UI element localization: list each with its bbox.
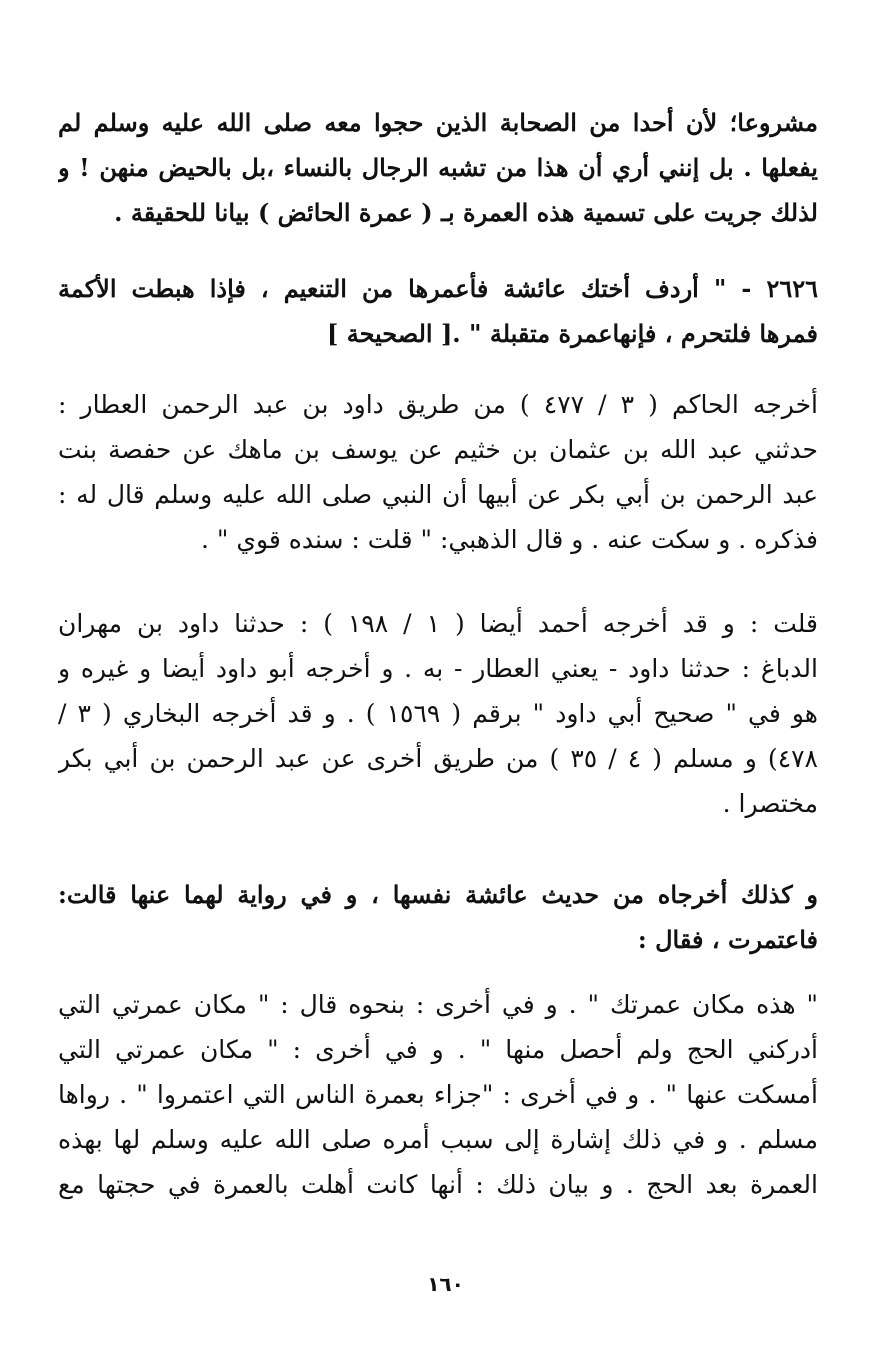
text-line: الدباغ : حدثنا داود - يعني العطار - به . و أخرجه أبو داود أيضا و غيره و: [58, 654, 818, 683]
paragraph-intro: [58, 100, 818, 235]
text-line: قلت : و قد أخرجه أحمد أيضا ( ١ / ١٩٨ ) : حدثنا داود بن مهران: [58, 609, 818, 638]
text-line: و كذلك أخرجاه من حديث عائشة نفسها ، و في رواية لهما عنها قالت:: [58, 880, 818, 909]
text-line: مسلم . و في ذلك إشارة إلى سبب أمره صلى الله عليه وسلم لها بهذه: [58, 1125, 818, 1154]
text-line: مشروعا؛ لأن أحدا من الصحابة الذين حجوا معه صلى الله عليه وسلم لم: [58, 108, 818, 137]
text-line: أمسكت عنها " . و في أخرى : "جزاء بعمرة الناس التي اعتمروا " . رواها: [58, 1080, 818, 1109]
text-line: هو في " صحيح أبي داود " برقم ( ١٥٦٩ ) . و قد أخرجه البخاري ( ٣ /: [58, 699, 818, 728]
paragraph-takhrij: [58, 382, 818, 562]
text-line: فذكره . و سكت عنه . و قال الذهبي: " قلت : سنده قوي " .: [201, 525, 818, 554]
text-line: العمرة بعد الحج . و بيان ذلك : أنها كانت أهلت بالعمرة في حجتها مع: [58, 1170, 818, 1199]
text-line: مختصرا .: [722, 789, 818, 818]
text-line: لذلك جريت على تسمية هذه العمرة بـ ( عمرة الحائض ) بيانا للحقيقة .: [114, 198, 818, 227]
text-line: أخرجه الحاكم ( ٣ / ٤٧٧ ) من طريق داود بن عبد الرحمن العطار :: [58, 390, 818, 419]
text-line: فمرها فلتحرم ، فإنهاعمرة متقبلة " .[ الصحيحة ]: [326, 319, 818, 348]
text-line: " هذه مكان عمرتك " . و في أخرى : بنحوه قال : " مكان عمرتي التي: [58, 990, 818, 1019]
hadith-heading: [58, 266, 818, 356]
text-line: حدثني عبد الله بن عثمان بن خثيم عن يوسف بن ماهك عن حفصة بنت: [58, 435, 818, 464]
text-line: ٢٦٢٦ - " أردف أختك عائشة فأعمرها من التنعيم ، فإذا هبطت الأكمة: [58, 274, 818, 303]
text-line: ٤٧٨) و مسلم ( ٤ / ٣٥ ) من طريق أخرى عن عبد الرحمن بن أبي بكر: [58, 744, 818, 773]
text-line: عبد الرحمن بن أبي بكر عن أبيها أن النبي صلى الله عليه وسلم قال له :: [58, 480, 818, 509]
text-line: فاعتمرت ، فقال :: [637, 925, 818, 954]
paragraph-aisha: [58, 872, 818, 962]
paragraph-commentary: [58, 601, 818, 826]
text-line: يفعلها . بل إنني أري أن هذا من تشبه الرجال بالنساء ،بل بالحيض منهن ! و: [58, 153, 818, 182]
page-number: ١٦٠: [427, 1272, 464, 1296]
text-line: أدركني الحج ولم أحصل منها " . و في أخرى : " مكان عمرتي التي: [58, 1035, 818, 1064]
paragraph-narrations: [58, 982, 818, 1207]
